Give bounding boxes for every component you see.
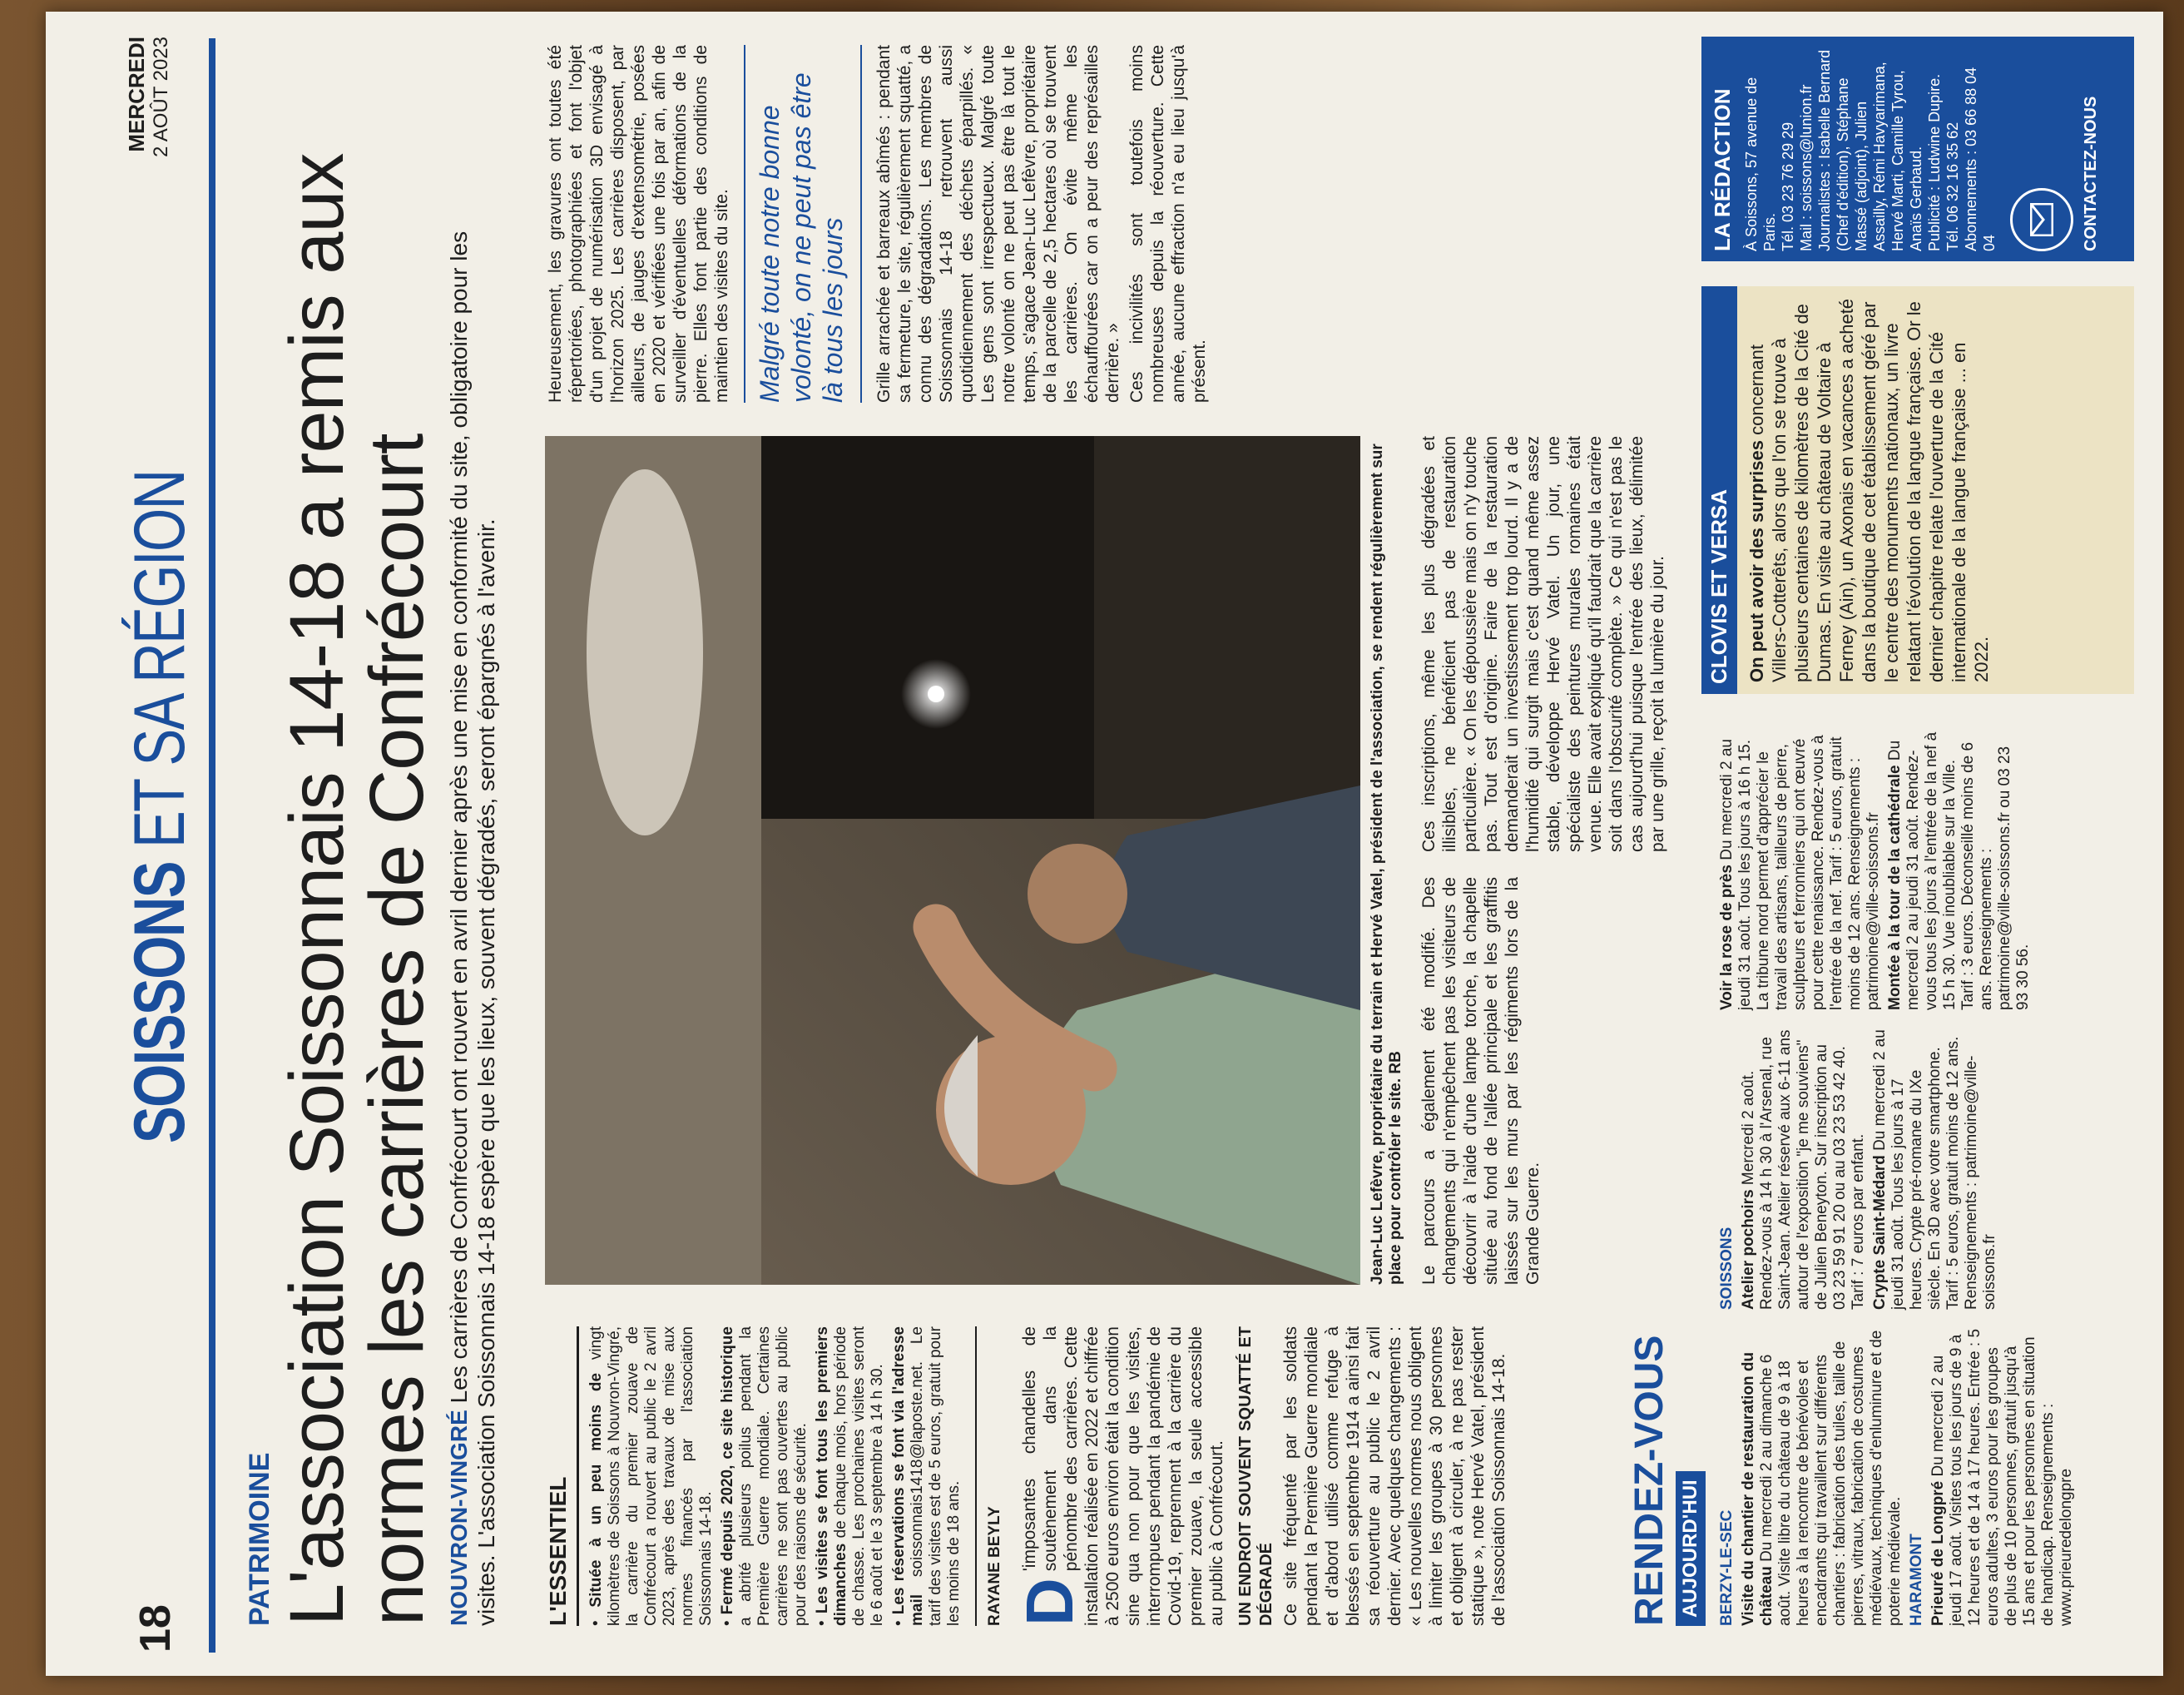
pull-quote bbox=[744, 45, 862, 403]
rendezvous-town: SOISSONS bbox=[1718, 1227, 1736, 1310]
rendezvous-town: HARAMONT bbox=[1908, 1534, 1925, 1626]
pull-quote-text: Malgré toute notre bonne volonté, on ne peut pas être là tous les jours bbox=[755, 72, 848, 403]
rendezvous-town: BERZY-LE-SEC bbox=[1718, 1509, 1736, 1626]
redaction-title: LA RÉDACTION bbox=[1710, 88, 1735, 251]
header-rule bbox=[209, 38, 215, 1653]
essentiel-item-text: de chaque mois, hors période de chasse. Les prochaines visites seront le 6 août et le 3 septembre à 14 h 30. bbox=[832, 1326, 886, 1626]
header-date: 2 AOÛT 2023 bbox=[150, 37, 172, 157]
redaction-line: Tél. 03 23 76 29 29 bbox=[1780, 121, 1796, 251]
header-date-block bbox=[124, 37, 173, 195]
rendezvous-item bbox=[1871, 1027, 1999, 1310]
essentiel-item-lead: Située à un peu moins de bbox=[587, 1372, 605, 1608]
clovis-text bbox=[1737, 286, 2001, 694]
essentiel-item: • Située à un peu moins de vingt kilomètres de Soissons à Nouvron-Vingré, la carrière du premier zouave de Confrécourt a rouvert au public le 2 avril 2023, après des travaux de mise aux normes financés par l'association Soissonnais 14-18. bbox=[587, 1326, 715, 1626]
section-title bbox=[120, 470, 200, 1143]
essentiel-item-text: soissonnais1418@laposte.net. Le tarif des visites est de 5 euros, gratuit pour les moins de 18 ans. bbox=[909, 1326, 963, 1626]
redaction-line: Publicité : Ludwine Dupire. Tél. 06 32 16 35 62 bbox=[1926, 73, 1961, 251]
headline: L'association Soissonnais 14-18 a remis aux normes les carrières de Confrécourt bbox=[275, 153, 439, 1626]
rendezvous-item bbox=[1740, 1027, 1868, 1310]
rendezvous-item-title: Montée à la tour de la cathédrale bbox=[1886, 765, 1904, 1010]
redaction-line: À Soissons, 57 avenue de Paris. bbox=[1743, 77, 1778, 251]
body-paragraph: Ces inscriptions, même les plus dégradées et illisibles, ne bénéficient pas de restauration particulière. « On les dépoussière mais on n'y touche pas. Tout est d'origine. Faire de la restauration demanderait un investissement trop lourd. Il y a de l'humidité qui surgit mais c'est quand même assez stable, développe Hervé Vatel. Un jour, une spécialiste des peintures murales romaines était venue. Elle avait expliqué qu'il faudrait que la carrière soit dans l'obscurité complète. » Ce qui n'est pas le cas aujourd'hui puisque l'entrée des lieux, délimitée par une grille, reçoit la lumière du jour. bbox=[1419, 436, 1667, 852]
rendezvous-item-title: Atelier pochoirs bbox=[1740, 1189, 1757, 1310]
rendezvous-section bbox=[1627, 877, 1706, 1626]
rendezvous-column-1 bbox=[1718, 1326, 2079, 1626]
newspaper-page bbox=[46, 12, 2163, 1676]
rendezvous-column-2 bbox=[1718, 1027, 2003, 1310]
section-brand: SOISSONS bbox=[120, 862, 200, 1143]
body-column-4 bbox=[545, 45, 1213, 403]
body-paragraph: Grille arrachée et barreaux abîmés : pendant sa fermeture, le site, régulièrement squatté, a connu des dégradations. Les membres de Soissonnais 14-18 retrouvent aussi quotidiennement des déchets éparpillés. « Les gens sont irrespectueux. Malgré toute notre volonté on ne peut pas être là tout le temps, s'agace Jean-Luc Lefèvre, propriétaire de la parcelle de 2,5 hectares où se trouvent les carrières. On évite même les échauffourées car on a peur des représailles derrière. » bbox=[874, 45, 1122, 403]
body-text: 'imposantes chandelles de soutènement dans la pénombre des carrières. Cette installation réalisée en 2022 et chiffrée à 2500 euros environ était la condition sine qua non pour que les visites, interrompues pendant la pandémie de Covid-19, reprennent à la carrière du premier zouave, la seule accessible au public à Confrécourt. bbox=[1020, 1326, 1226, 1626]
rendezvous-item bbox=[1718, 727, 1883, 1010]
redaction-lines bbox=[1739, 37, 2002, 261]
body-subhead: UN ENDROIT SOUVENT SQUATTÉ ET DÉGRADÉ bbox=[1236, 1326, 1275, 1626]
drop-cap: D bbox=[1013, 1578, 1087, 1626]
byline: RAYANE BEYLY bbox=[986, 1506, 1003, 1626]
body-column-2 bbox=[1419, 877, 1547, 1285]
essentiel-divider bbox=[975, 1326, 977, 1626]
rendezvous-item bbox=[1929, 1326, 2076, 1626]
redaction-box bbox=[1701, 37, 2134, 261]
rendezvous-item-text: Mercredi 2 août. Rendez-vous à 14 h 30 à l'Arsenal, rue Saint-Jean. Atelier réservé aux 6-11 ans autour de l'exposition "je me souviens" de Julien Beneyton. Sur inscription au 03 23 59 91 20 ou au 03 23 53 42 40. Tarif : 7 euros par enfant. bbox=[1740, 1029, 1867, 1310]
redaction-line: Abonnements : 03 66 88 04 04 bbox=[1963, 67, 1998, 251]
newspaper-page-content bbox=[46, 12, 2163, 1676]
rendezvous-item-title: Visite du chantier de restauration du château bbox=[1740, 1351, 1775, 1626]
rendezvous-item-text: Du mercredi 2 au dimanche 6 août. Visite libre du château de 9 à 18 heures à la rencontre de bénévoles et encadrants qui travaillent sur différents chantiers : fabrication des tuiles, taille de pierres, vitraux, fabrication de costumes médiévaux, techniques d'enluminure et de poterie médiévale. bbox=[1758, 1330, 1904, 1626]
body-column-1 bbox=[1013, 1326, 1513, 1626]
body-paragraph bbox=[1013, 1326, 1227, 1626]
body-column-3 bbox=[1419, 436, 1671, 852]
clovis-title: CLOVIS ET VERSA bbox=[1701, 286, 1737, 694]
lede bbox=[445, 161, 500, 1626]
rendezvous-item-title: Crypte Saint-Médard bbox=[1871, 1155, 1889, 1310]
rendezvous-item-title: Voir la rose de près bbox=[1718, 865, 1736, 1010]
clovis-body: concernant Villers-Cotterêts, alors que l'on se trouve à plusieurs centaines de kilomètres de la Cité de Dumas. En visite au château de Voltaire à Ferney (Ain), un Axonais en vacances a acheté dans la boutique de cet établissement géré par le centre des monuments nationaux, un livre relatant l'évolution de la langue française. Or le dernier chapitre relate l'ouverture de la Cité internationale de la langue française ... en 2022. bbox=[1746, 298, 1992, 682]
clovis-box bbox=[1701, 286, 2134, 694]
rendezvous-item-text: Du mercredi 2 au jeudi 31 août. Tous les jours à 17 heures. Crypte pré-romane du IXe siècle. En 3D avec votre smartphone. Tarif : 5 euros, gratuit moins de 12 ans. Renseignements : patrimoine@ville-soissons.fr bbox=[1871, 1029, 1998, 1310]
essentiel-item-text: a abrité plusieurs poilus pendant la Première Guerre mondiale. Certaines carrières ne sont pas ouvertes au public pour des raisons de sécurité. bbox=[737, 1326, 810, 1626]
essentiel-item-lead: Fermé depuis 2020, ce site historique bbox=[719, 1326, 736, 1615]
redaction-contact-label: CONTACTEZ-NOUS bbox=[2082, 96, 2100, 251]
rendezvous-item-text: Du mercredi 2 au jeudi 31 août. Rendez-vous tous les jours à l'entrée de la nef à 15 h 30. Vue inoubliable sur la Ville. Tarif : 3 euros. Déconseillé moins de 6 ans. Renseignements : patrimoine@ville-soissons.fr ou 03 23 93 30 56. bbox=[1886, 731, 2032, 1010]
body-paragraph: Ce site fréquenté par les soldats pendant la Première Guerre mondiale et d'abord utilisé comme refuge à blessés en septembre 1914 a ainsi fait sa réouverture au public le 2 avril dernier. Avec quelques changements : « Les nouvelles normes nous obligent à limiter les groupes à 30 personnes et obligent à circuler, à ne pas rester statique », note Hervé Vatel, président de l'association Soissonnais 14-18. bbox=[1281, 1326, 1508, 1626]
rendezvous-tag: AUJOURD'HUI bbox=[1676, 1471, 1706, 1626]
page-number: 18 bbox=[131, 1604, 180, 1653]
rendezvous-title: RENDEZ-VOUS bbox=[1627, 1335, 1671, 1626]
essentiel-title: L'ESSENTIEL bbox=[545, 1326, 579, 1626]
rendezvous-item-text: Du mercredi 2 au jeudi 31 août. Tous les jours à 16 h 15. La tribune nord permet d'apprécier le travail des artisans, tailleurs de pierre, sculpteurs et ferronniers qui ont œuvré pour cette renaissance. Rendez-vous à l'entrée de la nef. Tarif : 5 euros, gratuit moins de 12 ans. Renseignements : patrimoine@ville-soissons.fr bbox=[1718, 735, 1882, 1010]
redaction-line: Mail : soissons@lunion.fr bbox=[1798, 84, 1815, 251]
clovis-lead: On peut avoir des surprises bbox=[1746, 440, 1767, 682]
article-photo bbox=[545, 436, 1360, 1285]
essentiel-list bbox=[587, 1326, 963, 1626]
section-region: ET SA RÉGION bbox=[120, 470, 200, 863]
lede-text: Les carrières de Confrécourt ont rouvert en avril dernier après une mise en conformité du site, obligatoire pour les visites. L'association Soissonnais 14-18 espère que les lieux, souvent dégradés, seront épargnés à l'avenir. bbox=[446, 230, 499, 1626]
lede-location: NOUVRON-VINGRÉ bbox=[446, 1410, 472, 1626]
rendezvous-item bbox=[1740, 1326, 1904, 1626]
body-paragraph: Le parcours a également été modifié. Des changements qui n'empêchent pas les visiteurs de découvrir à l'aide d'une lampe torche, la chapelle située au fond de l'allée principale et les graffitis laissés sur les murs par les régiments lors de la Grande Guerre. bbox=[1419, 877, 1543, 1285]
rendezvous-item-text: Du mercredi 2 au jeudi 17 août. Visites tous les jours de 9 à 12 heures et de 14 à 17 heures. Entrée : 5 euros adultes, 3 euros pour les groupes de plus de 10 personnes, gratuit jusqu'à 15 ans et pour les personnes en situation de handicap. Renseignements : www.prieuredelongpre bbox=[1929, 1328, 2075, 1626]
redaction-line: Journalistes : Isabelle Bernard (Chef d'édition), Stéphane Massé (adjoint), Julien Assailly, Rémi Havyarimana, Hervé Marti, Camille Tyrou, Anaïs Gerbaud. bbox=[1816, 49, 1924, 251]
essentiel-item-lead: Les visites se font tous les premiers dimanches bbox=[814, 1326, 849, 1626]
rendezvous-item-title: Prieuré de Longpré bbox=[1929, 1480, 1947, 1626]
rendezvous-item bbox=[1886, 727, 2033, 1010]
essentiel-item-lead: Les réservations se font via l'adresse mail bbox=[890, 1326, 926, 1626]
essentiel-box bbox=[545, 1326, 977, 1626]
envelope-icon bbox=[2010, 188, 2073, 251]
header-weekday: MERCREDI bbox=[124, 37, 149, 152]
body-paragraph: Heureusement, les gravures ont toutes été répertoriées, photographiées et font l'objet d'un projet de numérisation 3D envisagé à l'horizon 2025. Les carrières disposent, par ailleurs, de jauges d'extensométrie, posées en 2020 et vérifiées une fois par an, afin de surveiller d'éventuelles déformations de la pierre. Elles font partie des conditions de maintien des visites du site. bbox=[546, 45, 731, 403]
essentiel-item: • Les réservations se font via l'adresse mail soissonnais1418@laposte.net. Le tarif des visites est de 5 euros, gratuit pour les moins de 18 ans. bbox=[890, 1326, 963, 1626]
essentiel-item-text: vingt kilomètres de Soissons à Nouvron-Vingré, la carrière du premier zouave de Confrécourt a rouvert au public le 2 avril 2023, après des travaux de mise aux normes financés par l'association Soissonnais 14-18. bbox=[587, 1326, 715, 1626]
quarry-photo-illustration bbox=[545, 436, 1360, 1285]
essentiel-item: • Les visites se font tous les premiers dimanches de chaque mois, hors période de chasse. Les prochaines visites seront le 6 août et le 3 septembre à 14 h 30. bbox=[814, 1326, 886, 1626]
rendezvous-column-3 bbox=[1718, 727, 2036, 1010]
essentiel-item: • Fermé depuis 2020, ce site historique a abrité plusieurs poilus pendant la Première Guerre mondiale. Certaines carrières ne sont pas ouvertes au public pour des raisons de sécurité. bbox=[719, 1326, 810, 1626]
body-paragraph: Ces incivilités sont toutefois moins nombreuses depuis la réouverture. Cette année, aucune effraction n'a eu lieu jusqu'à présent. bbox=[1127, 45, 1209, 403]
rubric: PATRIMOINE bbox=[244, 1452, 275, 1626]
photo-caption: Jean-Luc Lefèvre, propriétaire du terrain et Hervé Vatel, président de l'association, se rendent régulièrement sur place pour contrôler le site. RB bbox=[1369, 444, 1404, 1285]
